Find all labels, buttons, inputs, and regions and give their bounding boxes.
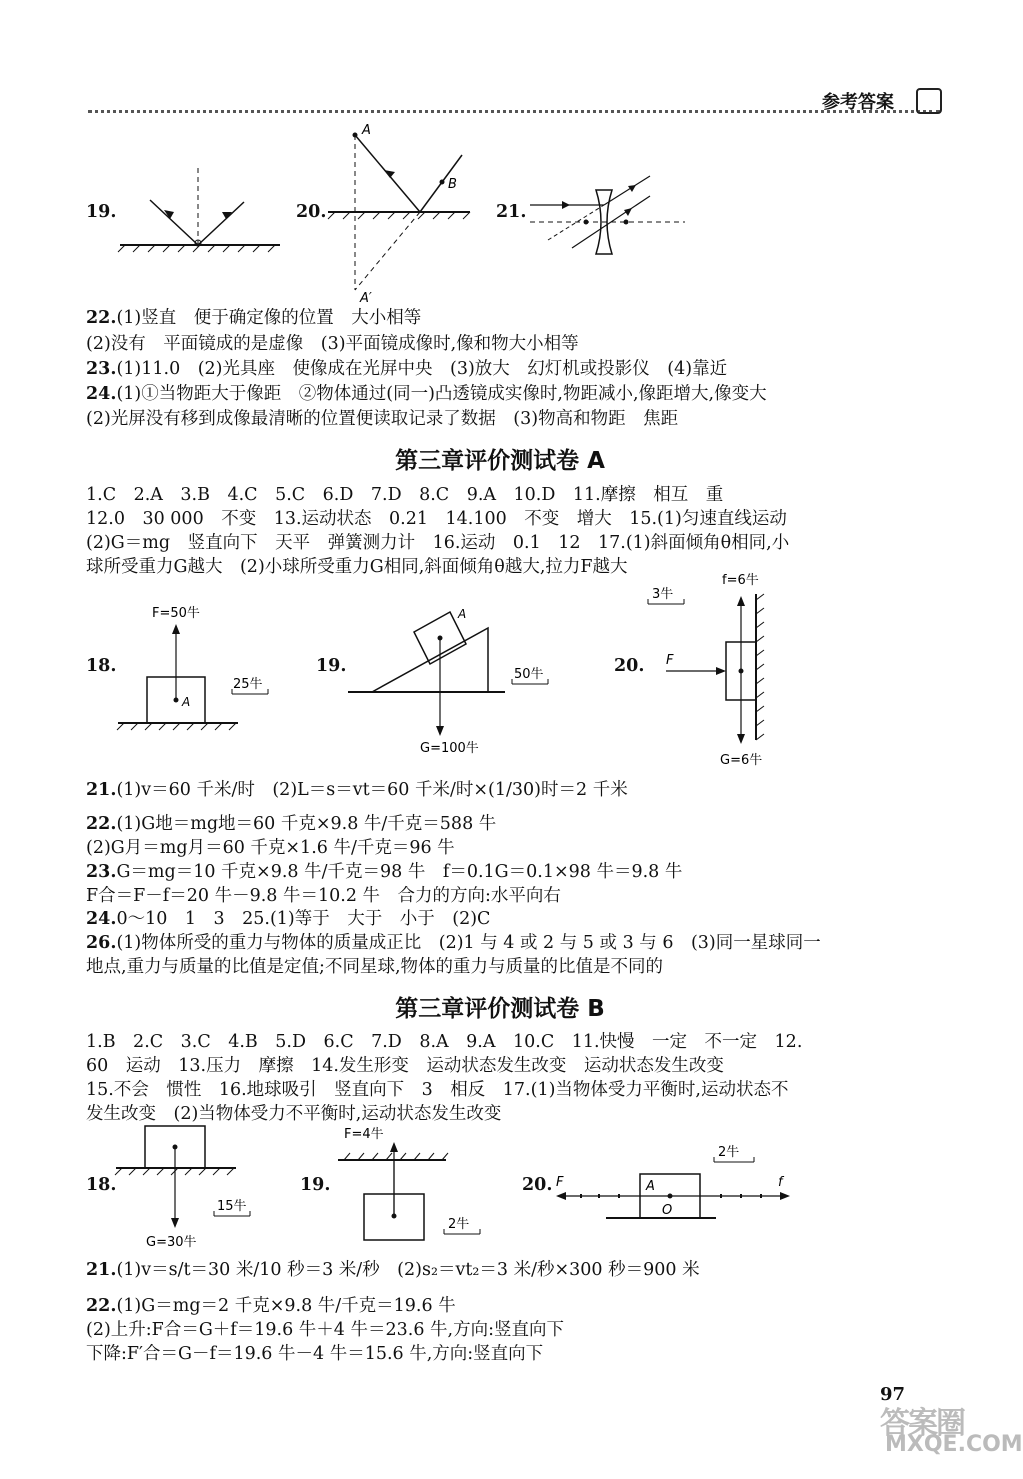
fig20-label-a: A <box>362 123 371 138</box>
fig20b-center-label: O <box>662 1203 673 1218</box>
answer-b-line-1: 1.B 2.C 3.C 4.B 5.D 6.C 7.D 8.A 9.A 10.C 11.快慢 一定 不一定 12. <box>86 1032 803 1052</box>
answer-a-line-2: 12.0 30 000 不变 13.运动状态 0.21 14.100 不变 增大 15.(1)匀速直线运动 <box>86 509 787 529</box>
fig20a-friction-label: f=6牛 <box>722 573 759 588</box>
fig19b-force-label: F=4牛 <box>344 1127 384 1142</box>
fig18b-scale-label: 15牛 <box>217 1199 247 1214</box>
answer-line-24a: 24.(1)①当物距大于像距 ②物体通过(同一)凸透镜成实像时,物距减小,像距增大,像变大 <box>86 384 767 404</box>
answer-a-line-1: 1.C 2.A 3.B 4.C 5.C 6.D 7.D 8.C 9.A 10.D 11.摩擦 相互 重 <box>86 485 724 505</box>
fig-label-19: 19. <box>86 202 117 222</box>
answer-b-22b: (2)上升:F合＝G＋f＝19.6 牛＋4 牛＝23.6 牛,方向:竖直向下 <box>86 1320 564 1340</box>
answer-b-21: 21.(1)v＝s/t＝30 米/10 秒＝3 米/秒 (2)s₂＝vt₂＝3 米/秒×300 秒＝900 米 <box>86 1260 700 1280</box>
answer-b-22c: 下降:F′合＝G－f＝19.6 牛－4 牛＝15.6 牛,方向:竖直向下 <box>86 1344 544 1364</box>
answer-a-line-4: 球所受重力G越大 (2)小球所受重力G相同,斜面倾角θ越大,拉力F越大 <box>86 557 628 577</box>
answer-line-23: 23.(1)11.0 (2)光具座 使像成在光屏中央 (3)放大 幻灯机或投影仪 (4)靠近 <box>86 359 728 379</box>
section-title-a: 第三章评价测试卷 A <box>395 448 605 474</box>
answer-b-line-4: 发生改变 (2)当物体受力不平衡时,运动状态发生改变 <box>86 1104 502 1124</box>
page-number: 97 <box>880 1384 906 1405</box>
figa-label-19: 19. <box>316 656 347 676</box>
fig19a-scale-label: 50牛 <box>514 667 544 682</box>
answer-line-24b: (2)光屏没有移到成像最清晰的位置便读取记录了数据 (3)物高和物距 焦距 <box>86 409 679 429</box>
fig20a-scale-label: 3牛 <box>652 587 674 602</box>
watermark-logo: 答案圈 <box>880 1406 964 1441</box>
answer-a-22b: (2)G月＝mg月＝60 千克×1.6 牛/千克＝96 牛 <box>86 838 455 858</box>
figb-label-20: 20. <box>522 1175 553 1195</box>
fig19a-gravity-label: G=100牛 <box>420 741 479 756</box>
answer-a-line-3: (2)G＝mg 竖直向下 天平 弹簧测力计 16.运动 0.1 12 17.(1)斜面倾角θ相同,小 <box>86 533 790 553</box>
figa-label-18: 18. <box>86 656 117 676</box>
answer-b-22a: 22.(1)G＝mg＝2 千克×9.8 牛/千克＝19.6 牛 <box>86 1296 456 1316</box>
answer-a-21: 21.(1)v＝60 千米/时 (2)L＝s＝vt＝60 千米/时×(1/30)时＝2 千米 <box>86 780 628 800</box>
section-title-b: 第三章评价测试卷 B <box>395 996 605 1022</box>
fig19b-scale-label: 2牛 <box>448 1217 470 1232</box>
answer-a-26a: 26.(1)物体所受的重力与物体的质量成正比 (2)1 与 4 或 2 与 5 或 3 与 6 (3)同一星球同一 <box>86 933 821 953</box>
fig20a-gravity-label: G=6牛 <box>720 753 763 768</box>
fig19a-point-label: A <box>458 607 467 621</box>
answer-a-24: 24.0～10 1 3 25.(1)等于 大于 小于 (2)C <box>86 909 491 929</box>
fig18a-point-label: A <box>182 695 191 709</box>
fig-label-20: 20. <box>296 202 327 222</box>
fig20a-push-label: F <box>666 653 674 668</box>
answer-a-26b: 地点,重力与质量的比值是定值;不同星球,物体的重力与质量的比值是不同的 <box>86 957 664 977</box>
answer-b-line-2: 60 运动 13.压力 摩擦 14.发生形变 运动状态发生改变 运动状态发生改变 <box>86 1056 724 1076</box>
fig20b-block-label: A <box>646 1179 655 1194</box>
page-header-title: 参考答案 <box>822 92 894 113</box>
answer-b-line-3: 15.不会 惯性 16.地球吸引 竖直向下 3 相反 17.(1)当物体受力平衡时,运动状态不 <box>86 1080 789 1100</box>
fig18b-gravity-label: G=30牛 <box>146 1235 197 1250</box>
answer-line-22a: 22.(1)竖直 便于确定像的位置 大小相等 <box>86 308 422 328</box>
figb-label-18: 18. <box>86 1175 117 1195</box>
fig20b-scale-label: 2牛 <box>718 1145 740 1160</box>
fig-label-21: 21. <box>496 202 527 222</box>
fig18a-force-label: F=50牛 <box>152 606 200 621</box>
fig20b-push-label: F <box>556 1175 564 1190</box>
answer-line-22b: (2)没有 平面镜成的是虚像 (3)平面镜成像时,像和物大小相等 <box>86 334 579 354</box>
answer-a-22a: 22.(1)G地＝mg地＝60 千克×9.8 牛/千克＝588 牛 <box>86 814 497 834</box>
fig20-label-a-prime: A′ <box>360 291 372 306</box>
figa-label-20: 20. <box>614 656 645 676</box>
answer-a-23b: F合＝F－f＝20 牛－9.8 牛＝10.2 牛 合力的方向:水平向右 <box>86 886 561 906</box>
fig18a-scale-label: 25牛 <box>233 677 263 692</box>
fig20-label-b: B <box>448 177 457 192</box>
answer-a-23a: 23.G＝mg＝10 千克×9.8 牛/千克＝98 牛 f＝0.1G＝0.1×98 牛＝9.8 牛 <box>86 862 683 882</box>
figb-label-19: 19. <box>300 1175 331 1195</box>
fig20b-friction-label: f <box>778 1175 783 1190</box>
watermark-url: MXQE.COM <box>885 1432 1023 1457</box>
